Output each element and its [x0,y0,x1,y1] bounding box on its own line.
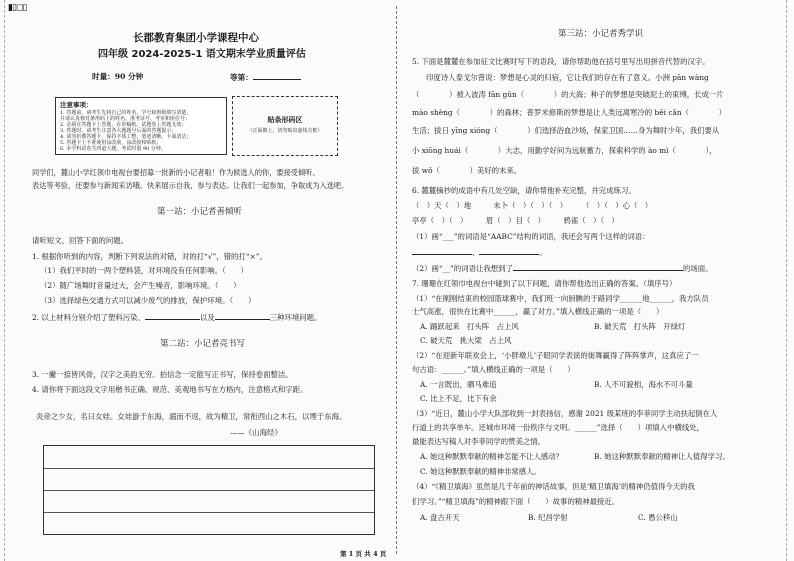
writing-line [44,468,374,469]
writing-line [44,512,374,513]
q7-2-option-a: A. 一言既出，驷马难追 [420,380,497,389]
answer-blank[interactable] [412,247,472,255]
page-footer: 第 1 页 共 4 页 [340,550,387,558]
corner-mark: ▮▯◻▯ [8,3,27,13]
s2-question-4: 4. 请你将下面这段文字用楷书正确、规范、美观地书写在方格内，注意格式和字距。 [32,385,308,394]
perforation-left [4,0,8,561]
notice-line: 并请认真核对条形码上的姓名、准考证号、考室和座位号； [60,116,191,122]
q7-1-option-a: A. 踊跃起来 打头阵 占上风 [420,322,519,331]
q5-text: 5. 下面是麓麓在参加征文比赛时写下的语段，请你帮助他在括号里写出用拼音代替的汉字。 [412,57,710,66]
q7-1-option-c: C. 破天荒 挑大梁 占上风 [420,336,512,345]
q6-row-2: 亭亭（ ）（ ） 眉（ ）目（ ） 鸦雀（ ）（ ） [412,216,619,225]
answer-blank[interactable] [479,247,539,255]
answer-blank[interactable] [513,263,683,271]
notice-box [55,97,227,155]
q6-text: 6. 麓麓摘抄的成语中有几处空缺，请你帮他补充完整，并完成练习。 [412,186,636,195]
q6-answer-line: 、 。 [412,247,547,257]
q7-3-option-b: B. 她这种默默奉献的精神让人值得学习。 [594,452,730,461]
s1-q1-item-3: （3）选择绿色交通方式可以减少废气的排放，保护环境。（ ） [40,296,256,305]
barcode-area [232,96,338,156]
s1-instruction: 请听短文，回答下面的问题。 [32,236,129,245]
s1-question-1: 1. 根据你听到的内容，判断下列说法的对错，对的打“√”，错的打“×”。 [32,252,267,261]
poem-text: 炎帝之少女，名曰女娃。女娃游于东海，溺而不返，故为精卫，常衔西山之木石，以堙于东海。 [36,412,347,421]
s1-question-2: 2. 以上材料分别介绍了塑料污染、 以及 三种环境问题。 [32,313,322,322]
barcode-title: 贴条形码区 [267,115,303,124]
q7-2-line-2: 句古语：______。”填入横线正确的一项是（ ） [412,365,575,374]
notice-line: 3. 答题时，请考生注意各大题题号后面的答题提示； [60,128,177,134]
q6-sub-2: （2）画“__”的词语让我想到了 的场面。 [412,264,713,273]
q7-4-option-b: B. 纪昌学射 [528,513,568,522]
notice-line: 5. 答题卡上不准使用涂改液、涂改胶和贴纸； [60,140,162,146]
q7-3-line-1: （3）“近日，麓山小学大队部收到一封表扬信，感谢 2021 级某班的李菲同学主动扶起倒在人 [412,409,718,418]
writing-line [44,490,374,491]
q7-4-line-1: （4）“《精卫填海》虽然是几千年前的神话故事，但是‘精卫填海’的精神仍值得今天的我 [412,482,695,491]
q7-1-line-1: （1）“在刚刚结束的校园篮球赛中，我们班一向厨腆的于路同学______地______，我方队员 [412,294,709,303]
notice-line: 1. 答题前，请考生先将自己的姓名、学号和班级填写清楚， [60,110,192,116]
blank-2[interactable] [215,312,270,320]
q7-text: 7. 珊珊在红领巾电视台中碰到了以下问题，请你帮他选出正确的答案。（填序号） [412,279,677,288]
q7-4-option-c: C. 愚公移山 [638,513,678,522]
q7-1-option-b: B. 破天荒 打头阵 开绿灯 [594,322,686,331]
q5-line-6: 拔 wǒ（ ）美好的未来。 [412,166,522,175]
q5-line-4: 生活；拔日 yīng xióng（ ）们选择浴血沙场，保家卫国……身为舞时少年，我们要从 [412,126,720,135]
q7-3-option-a: A. 她这种默默奉献的精神怎能不让人感动？ [420,452,564,461]
notice-title: 注意事项： [60,101,93,109]
q6-sub-1: （1）画“___”的词语是“AABC”结构的词语，我还会写两个这样的词语： [412,232,650,241]
blank-1[interactable] [145,312,200,320]
q7-2-option-b: B. 人不可貌相，海水不可斗量 [594,380,693,389]
notice-line: 4. 请勿折叠答题卡，保持字体工整、笔迹清晰、卡面清洁； [60,134,192,140]
intro-line-1: 同学们，麓山小学红领巾电视台要招募一批新的小记者啦！作为候选人的你，要接受倾听、 [32,168,320,177]
barcode-subtitle: （正面朝上，切勿贴出虚线方框） [247,128,323,134]
q7-1-line-2: 士气高涨，很快在比赛中______，赢了对方。”填入横线正确的一项是（ ） [412,307,664,316]
time-limit: 时量：90 分钟 [92,72,144,81]
q7-2-option-c: C. 比上不足，比下有余 [420,394,497,403]
school-title: 长郡教育集团小学课程中心 [133,32,259,44]
q5-line-3: mào shèng（ ）的森林；普罗米修斯的梦想是让人类远离寒冷的 bēi cǎn（ ） [412,108,726,117]
q7-4-line-2: 们学习。”“精卫填海”的精神跟下面（ ）故事的精神最接近。 [412,497,620,506]
notice-line: 2. 必须在答题卡上答题，在草稿纸、试题卷上答题无效； [60,122,187,128]
notice-line: 6. 本学科试卷共四道大题，考试时量 90 分钟。 [60,146,166,152]
q7-3-option-c: C. 她这种默默奉献的精神非常感人。 [420,467,541,476]
intro-line-2: 表达等考验，还要参与新闻采访哦。快来展示自我，参与表达。让我们一起参加，争取成为入选吧。 [32,181,349,190]
q7-2-line-1: （2）“在迎新年联欢会上，‘小胖墩儿’子昭同学表演的街舞赢得了阵阵掌声，这真应了一 [412,351,699,360]
q5-line-1: 印度诗人泰戈尔曾说：梦想是心灵的归宿，它让我们的存在有了意义。小洲 pān wàng [426,73,709,82]
q7-3-line-3: 最能表达写稿人对李菲同学的赞美之情。 [412,437,546,446]
section-3-title: 第三站：小记者秀学识 [558,29,644,39]
q7-4-option-a: A. 盘古开天 [420,513,460,522]
exam-title: 四年级 2024-2025-1 语文期末学业质量评估 [98,49,306,60]
s1-q1-item-1: （1）我们平时的一两个塑料袋，对环境没有任何影响。（ ） [40,266,248,275]
s2-question-3: 3. 一撇一捺皆风骨，汉字之美韵无穷。拍信念一定能写正书写，保持卷面整洁。 [32,370,293,379]
q6-row-1: （ ）天（ ）地 未卜（ ）（ ）（ ） （ ）（ ）心（ ） [412,201,653,210]
page-divider [396,6,397,554]
q5-line-5: 小 xiōng huái（ ）大志，用勤学好问为远航蓄力，探索科学的 ào mì（ ）， [412,146,717,155]
grade-label: 等第： [230,72,301,82]
q5-line-2: （ ）被入波涛 fān gǔn（ ）的大海；种子的梦想是突破泥土的束缚，长成一片 [412,90,724,99]
perforation-right [786,0,790,561]
q7-3-line-2: 行道上的共享单车。还城市环境一份秩序与文明。______”选择（ ）项填入中横线处， [412,423,705,432]
s1-q1-item-2: （2）随广场舞时音量过大，会产生噪音，影响环境。（ ） [40,281,241,290]
section-2-title: 第二站：小记者亮书写 [160,339,246,349]
poem-source: ——《山海经》 [230,428,282,437]
writing-box[interactable] [43,445,375,535]
section-1-title: 第一站：小记者善倾听 [157,207,243,217]
